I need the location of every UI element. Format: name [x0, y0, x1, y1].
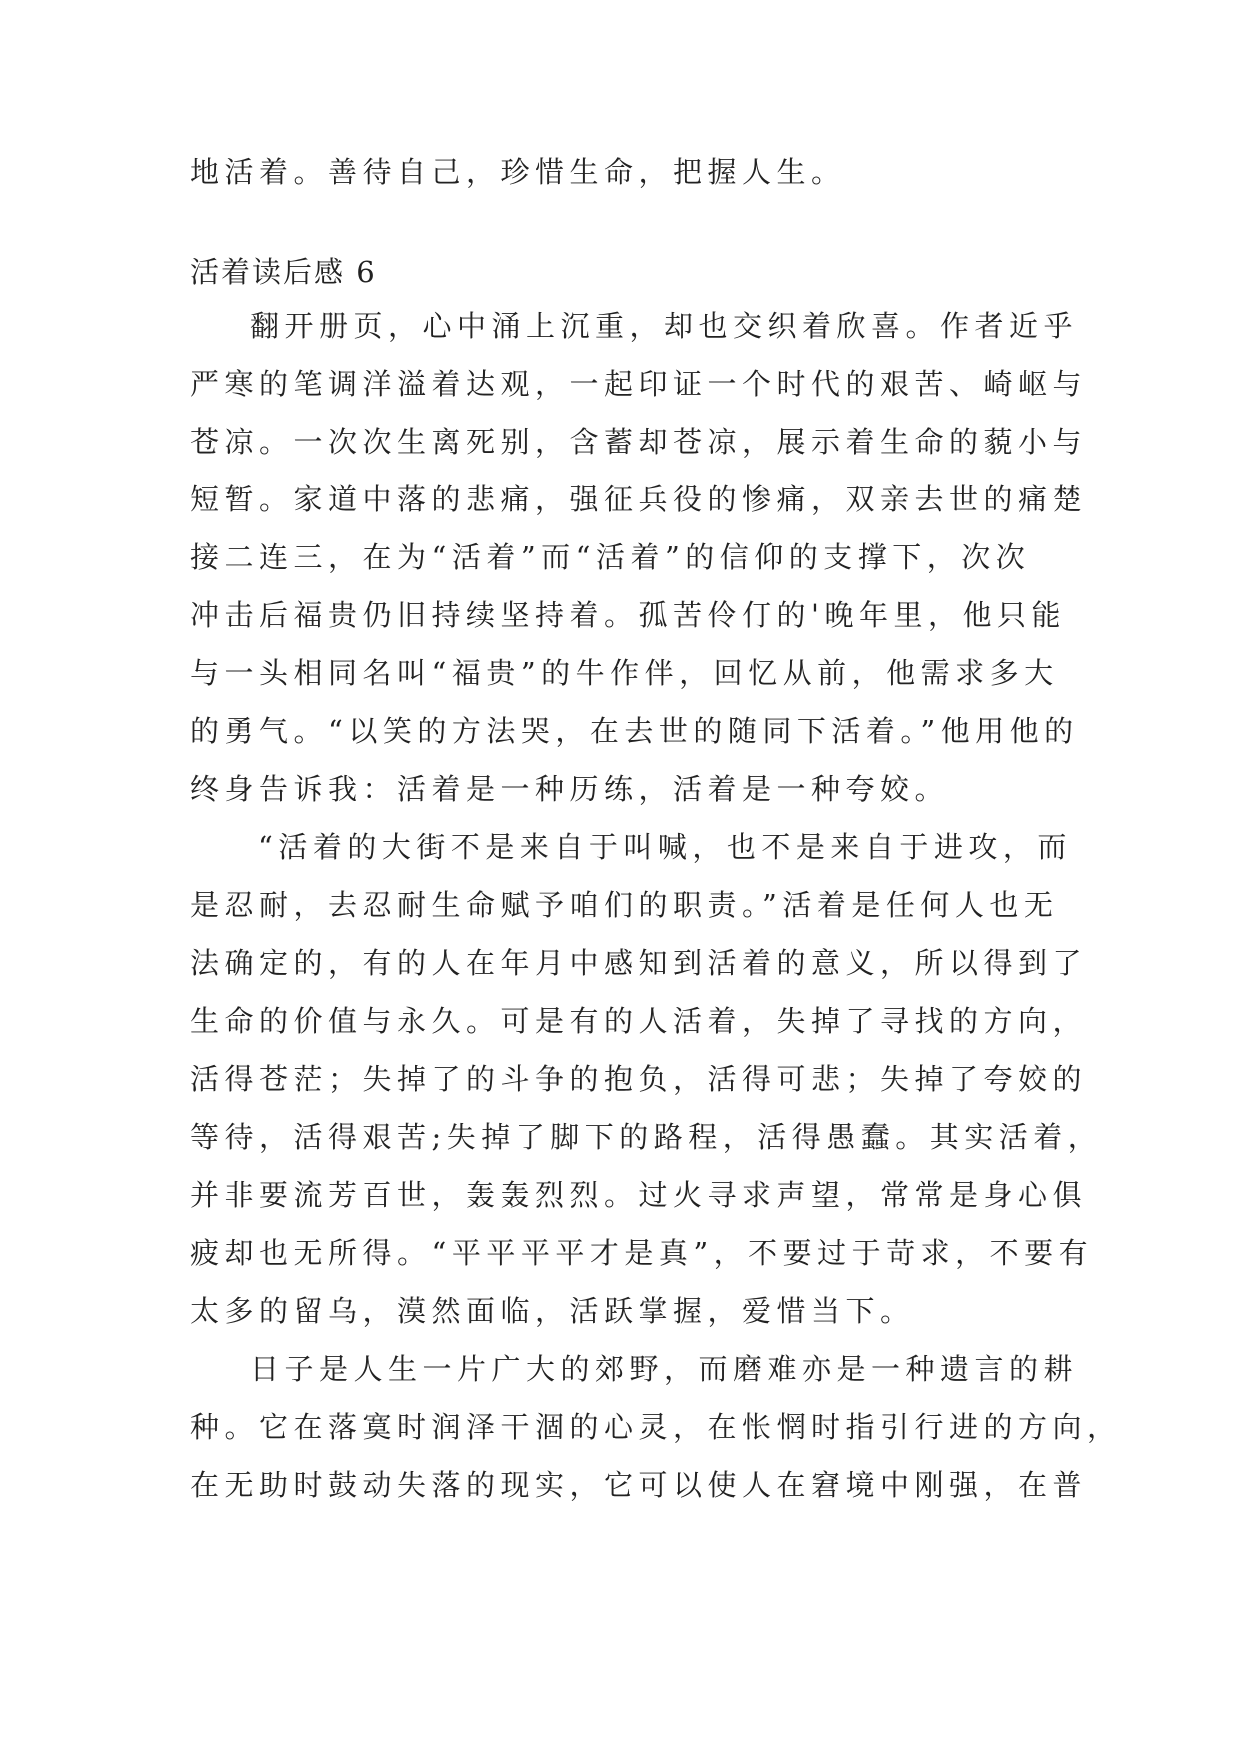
paragraph-line: “活着的大街不是来自于叫喊，也不是来自于进攻，而	[258, 830, 1072, 864]
paragraph-line: 在无助时鼓动失落的现实，它可以使人在窘境中刚强，在普	[190, 1468, 1088, 1502]
text-line: 地活着。善待自己，珍惜生命，把握人生。	[190, 155, 846, 189]
paragraph-line: 疲却也无所得。“平平平平才是真”，不要过于苛求，不要有	[190, 1236, 1094, 1270]
paragraph-line: 翻开册页，心中涌上沉重，却也交织着欣喜。作者近乎	[250, 309, 1079, 343]
paragraph-line: 种。它在落寞时润泽干涸的心灵，在怅惘时指引行进的方向，	[190, 1410, 1122, 1444]
paragraph-line: 与一头相同名叫“福贵”的牛作伴，回忆从前，他需求多大	[190, 656, 1059, 690]
paragraph-line: 并非要流芳百世，轰轰烈烈。过火寻求声望，常常是身心俱	[190, 1178, 1088, 1212]
paragraph-line: 的勇气。“以笑的方法哭，在去世的随同下活着。”他用他的	[190, 714, 1079, 748]
paragraph-line: 冲击后福贵仍旧持续坚持着。孤苦伶仃的'晚年里，他只能	[190, 598, 1066, 632]
paragraph-line: 终身告诉我：活着是一种历练，活着是一种夸姣。	[190, 772, 950, 806]
paragraph-line: 生命的价值与永久。可是有的人活着，失掉了寻找的方向，	[190, 1004, 1088, 1038]
paragraph-line: 是忍耐，去忍耐生命赋予咱们的职责。”活着是任何人也无	[190, 888, 1059, 922]
paragraph-line: 活得苍茫；失掉了的斗争的抱负，活得可悲；失掉了夸姣的	[190, 1062, 1088, 1096]
paragraph-line: 苍凉。一次次生离死别，含蓄却苍凉，展示着生命的藐小与	[190, 425, 1088, 459]
paragraph-line: 短暂。家道中落的悲痛，强征兵役的惨痛，双亲去世的痛楚	[190, 482, 1088, 516]
paragraph-line: 严寒的笔调洋溢着达观，一起印证一个时代的艰苦、崎岖与	[190, 367, 1088, 401]
paragraph-line: 法确定的，有的人在年月中感知到活着的意义，所以得到了	[190, 946, 1088, 980]
paragraph-line: 接二连三，在为“活着”而“活着”的信仰的支撑下，次次	[190, 540, 1031, 574]
paragraph-line: 等待，活得艰苦;失掉了脚下的路程，活得愚蠢。其实活着，	[190, 1120, 1103, 1154]
section-heading: 活着读后感 6	[190, 255, 377, 289]
paragraph-line: 日子是人生一片广大的郊野，而磨难亦是一种遗言的耕	[250, 1352, 1079, 1386]
paragraph-line: 太多的留乌，漠然面临，活跃掌握，爱惜当下。	[190, 1294, 915, 1328]
